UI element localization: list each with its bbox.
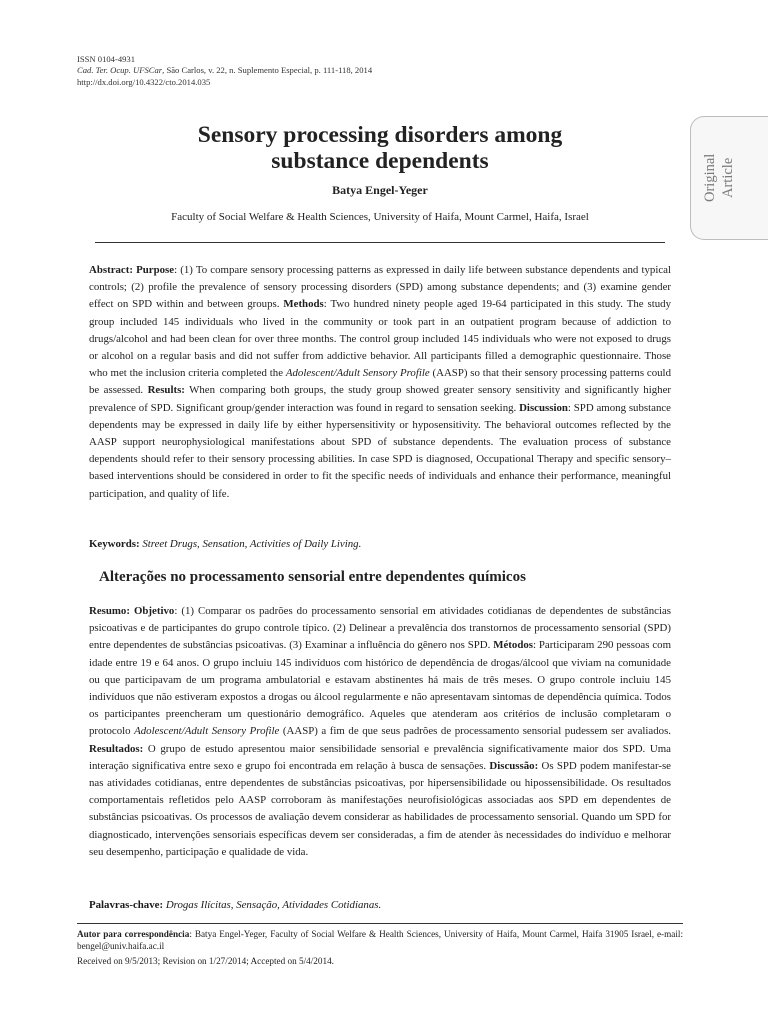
portuguese-title: Alterações no processamento sensorial entre dependentes químicos <box>99 569 526 585</box>
keywords-label: Keywords: <box>89 538 140 550</box>
received-dates: Received on 9/5/2013; Revision on 1/27/2014; Accepted on 5/4/2014. <box>77 956 334 966</box>
metodos-text: : Participaram 290 pessoas com idade entre 19 e 64 anos. O grupo incluiu 145 indivíduos com histórico de dependência de drogas/álcool que viviam na comunidade ou que participavam de um programa ambulatorial e estavam abstinentes há mais de três meses. O grupo controle incluiu 145 indivíduos que não estiveram expostos a drogas ou álcool regularmente e não apresentavam sintomas de dependência química. Todos os participantes preencheram um questionário demográfico. Aqueles que atenderam aos critérios de inclusão completaram o protocolo <box>89 639 672 738</box>
resultados-text: O grupo de estudo apresentou maior sensibilidade sensorial e prevalência significativamente maior dos SPD. Uma interação significativa entre sexo e grupo foi encontrada em relação à busca de sensações. <box>89 742 671 772</box>
resumo <box>89 603 671 861</box>
results-text: When comparing both groups, the study group showed greater sensory sensitivity and significantly higher prevalence of SPD. Significant group/gender interaction was found in regard to sensation seeking. <box>89 384 672 414</box>
article-type-line1: Original <box>702 153 718 203</box>
title-line-2: substance dependents <box>271 148 489 174</box>
keywords <box>89 538 361 550</box>
citation <box>77 65 372 76</box>
instrumento-name: Adolescent/Adult Sensory Profile <box>134 725 280 738</box>
metodos-label: Métodos <box>493 639 533 652</box>
article-type-label <box>701 148 741 208</box>
correspondence <box>77 928 683 953</box>
methods-text: : Two hundred ninety people aged 19-64 participated in this study. The study group included 145 individuals who lived in the community or took part in an outpatient program because of addiction to drugs/alcohol and had been clean for over three months. The control group included 145 individuals who were not exposed to drugs or alcohol on a regular basis and did not suffer from addictive behavior. All participants filled a demographic questionnaire. Those who met the inclusion criteria completed the <box>89 298 671 380</box>
correspondence-label: Autor para correspondência <box>77 929 190 939</box>
metodos-text-cont: (AASP) a fim de que seus padrões de processamento sensorial pudessem ser avaliados. <box>279 725 671 738</box>
doi-link[interactable]: http://dx.doi.org/10.4322/cto.2014.035 <box>77 76 211 87</box>
author-affiliation: Faculty of Social Welfare & Health Sciences, University of Haifa, Mount Carmel, Haifa, Israel <box>171 211 589 223</box>
abstract-label: Abstract: <box>89 264 133 276</box>
discussion-text: : SPD among substance dependents may be expressed in daily life by either hypersensitivity or hyposensitivity. The behavioral outcomes reflected by the AASP support neurophysiological manifestations about SPD of substance dependents. The evaluation process of substance dependents should refer to their sensory processing abilities. In case SPD is diagnosed, Occupational Therapy and specific sensory–based interventions should be considered in order to fit the specific needs of individuals and enhance their performance, meaningful participation, and quality of life. <box>89 401 671 500</box>
methods-text-cont: (AASP) so that their sensory processing patterns could be assessed. <box>89 367 671 397</box>
footer-divider <box>77 923 683 924</box>
palavras-chave <box>89 899 381 911</box>
author-name: Batya Engel-Yeger <box>332 183 428 197</box>
correspondence-text: : Batya Engel-Yeger, Faculty of Social Welfare & Health Sciences, University of Haifa, Mount Carmel, Haifa 31905 Israel, e-mail: bengel@univ.haifa.ac.il <box>77 929 683 952</box>
discussion-label: Discussion <box>519 401 568 414</box>
issn: ISSN 0104-4931 <box>77 54 136 64</box>
article-title <box>95 122 665 174</box>
objetivo-label: Objetivo <box>133 605 175 617</box>
citation-details: , São Carlos, v. 22, n. Suplemento Especial, p. 111-118, 2014 <box>162 65 373 76</box>
abstract <box>89 262 671 503</box>
title-line-1: Sensory processing disorders among <box>197 122 563 148</box>
article-type-line2: Article <box>720 157 736 199</box>
purpose-label: Purpose <box>136 264 175 276</box>
palavras-label: Palavras-chave: <box>89 899 164 911</box>
resultados-label: Resultados: <box>89 742 144 755</box>
title-divider <box>95 242 665 243</box>
purpose-text: : (1) To compare sensory processing patterns as expressed in daily life between substance dependents and typical controls; (2) profile the prevalence of sensory processing disorders (SPD) among substance dependents; and (3) examine gender effect on SPD within and between groups. <box>89 264 671 311</box>
instrument-name: Adolescent/Adult Sensory Profile <box>285 367 430 380</box>
palavras-text: Drogas Ilícitas, Sensação, Atividades Cotidianas. <box>165 899 382 911</box>
journal-header <box>77 54 372 88</box>
methods-label: Methods <box>283 298 324 311</box>
results-label: Results: <box>147 384 185 397</box>
discussao-label: Discussão: <box>489 759 539 772</box>
objetivo-text: : (1) Comparar os padrões do processamento sensorial em atividades cotidianas de dependentes de substâncias psicoativas e de participantes do grupo controle típico. (2) Delinear a prevalência dos transtornos de processamento sensorial (SPD) entre dependentes de substâncias psicoativas. (3) Examinar a influência do gênero nos SPD. <box>89 605 671 652</box>
journal-name: Cad. Ter. Ocup. UFSCar <box>77 65 163 76</box>
discussao-text: Os SPD podem manifestar-se nas atividades cotidianas, entre dependentes de substâncias psicoativas, por hipersensibilidade ou hipossensibilidade. Os resultados comportamentais refletidos pelo AASP corroboram às manifestações neurofisiológicas associadas aos SPD em dependentes de substâncias psicoativas. Os processos de avaliação devem considerar as habilidades de processamento sensorial. Quando um SPD for diagnosticado, intervenções sensoriais específicas devem ser consideradas, a fim de atender às necessidades do indivíduo e melhorar seu desempenho, participação e qualidade de vida. <box>89 759 671 858</box>
keywords-text: Street Drugs, Sensation, Activities of Daily Living. <box>142 538 362 550</box>
resumo-label: Resumo: <box>89 605 130 617</box>
